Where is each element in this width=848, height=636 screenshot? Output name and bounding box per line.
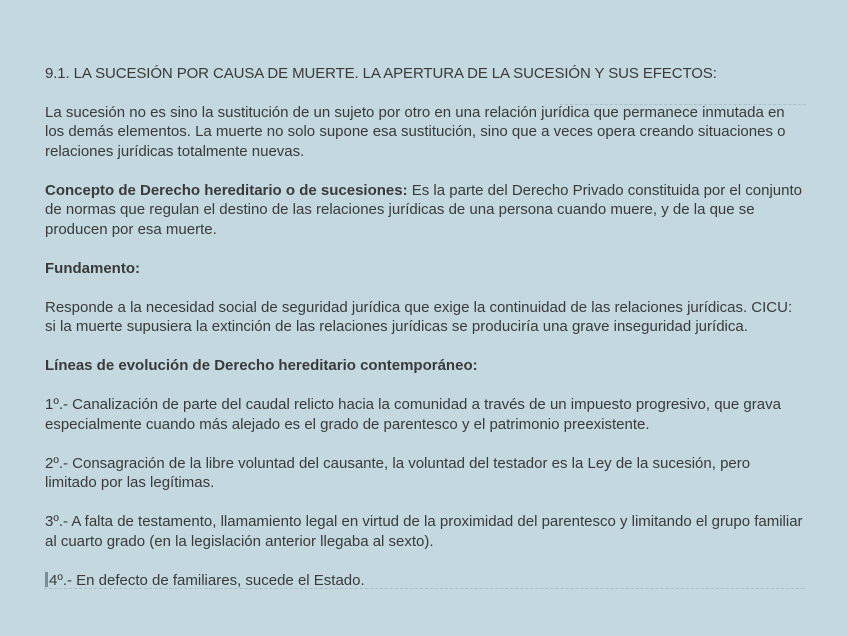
evolution-item-2: 2º.- Consagración de la libre voluntad del causante, la voluntad del testador es la Ley de la sucesión, pero limitado por las legítimas.	[45, 454, 751, 491]
evolution-item-1: 1º.- Canalización de parte del caudal relicto hacia la comunidad a través de un impuesto progresivo, que grava especialmente cuando más alejado es el grado de parentesco y el patrimonio preexistente.	[45, 396, 781, 433]
intro-paragraph: La sucesión no es sino la sustitución de un sujeto por otro en una relación jurídica que permanece inmutada en los demás elementos. La muerte no solo supone esa sustitución, sino que a veces opera creando situaciones o relaciones jurídicas totalmente nuevas.	[45, 103, 786, 160]
cursor-marker	[45, 572, 48, 587]
evolution-item-4-row	[45, 571, 805, 591]
concept-text: Es la parte del Derecho Privado constituida por el conjunto de normas que regulan el destino de las relaciones jurídicas de una persona cuando muere, y de la que se producen por esa muerte.	[45, 181, 802, 238]
section-title: 9.1. LA SUCESIÓN POR CAUSA DE MUERTE. LA APERTURA DE LA SUCESIÓN Y SUS EFECTOS:	[45, 65, 717, 82]
concept-paragraph	[45, 181, 805, 240]
fundamento-paragraph: Responde a la necesidad social de seguridad jurídica que exige la continuidad de las relaciones jurídicas. CICU: si la muerte supusiera la extinción de las relaciones jurídicas se produciría una grave inseguridad jurídica.	[45, 298, 793, 335]
fundamento-label: Fundamento:	[45, 259, 140, 277]
slide-content	[45, 64, 805, 610]
lineas-label: Líneas de evolución de Derecho hereditario contemporáneo:	[45, 357, 478, 374]
concept-label: Concepto de Derecho hereditario o de sucesiones:	[45, 181, 408, 199]
evolution-item-3: 3º.- A falta de testamento, llamamiento legal en virtud de la proximidad del parentesco y limitando el grupo familiar al cuarto grado (en la legislación anterior llegaba al sexto).	[45, 513, 803, 550]
evolution-item-4: 4º.- En defecto de familiares, sucede el Estado.	[49, 571, 365, 589]
